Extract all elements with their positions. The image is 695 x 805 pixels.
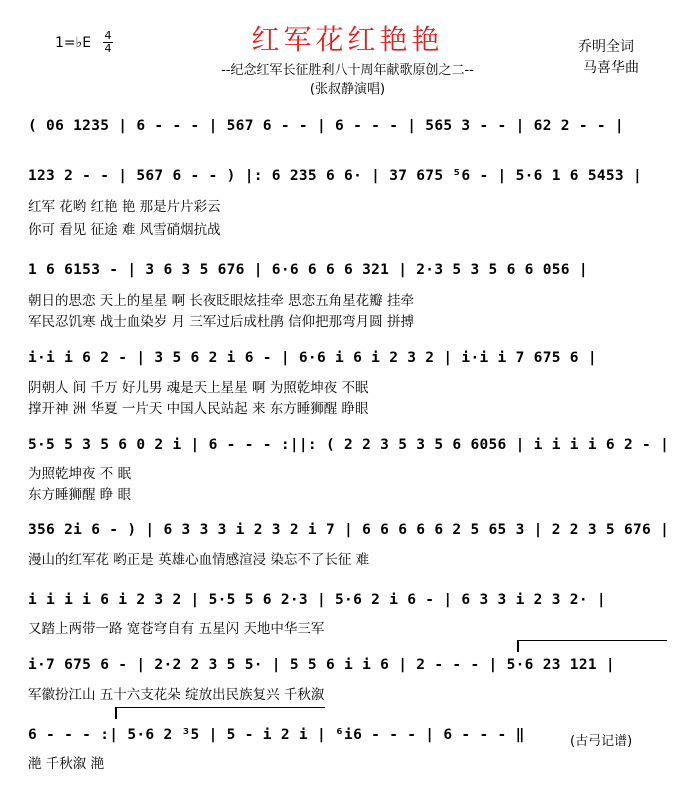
composer-credit: 马喜华曲 [583,60,639,76]
lyricist-credit: 乔明全词 [578,39,634,55]
transcriber-credit: (古弓记谱) [570,734,633,749]
volta-2-bracket [115,707,325,708]
score-line-8: i·7 675 6 - | 2·2 2 3 5 5· | 5 5 6 i i 6 | 2 - - - | 5·6 23 121 | [28,657,615,673]
key-signature: 1=♭E [55,35,92,51]
meter-bottom: 4 [104,42,112,55]
lyric-line-9: 滟 千秋溆 滟 [28,756,105,772]
lyric-line-5a: 为照乾坤夜 不 眠 [28,466,132,482]
lyric-line-6: 漫山的红军花 哟正是 英雄心血情感渲浸 染忘不了长征 难 [28,552,370,568]
score-line-4: i·i i 6 2 - | 3 5 6 2 i 6 - | 6·6 i 6 i 2 3 2 | i·i i 7 675 6 | [28,350,597,366]
score-line-7: i i i i 6 i 2 3 2 | 5·5 5 6 2·3 | 5·6 2 i 6 - | 6 3 3 i 2 3 2· | [28,592,606,608]
volta-1-hook [517,640,519,652]
volta-1-bracket [517,640,667,641]
lyric-line-7: 又踏上两带一路 宽苍穹自有 五星闪 天地中华三军 [28,621,325,637]
page-title: 红军花红艳艳 [251,23,444,56]
lyric-line-5b: 东方睡狮醒 睁 眼 [28,487,132,503]
lyric-line-2b: 你可 看见 征途 难 风雪硝烟抗战 [28,222,221,238]
lyric-line-3b: 军民忍饥寒 战士血染岁 月 三军过后成杜鹃 信仰把那弯月圆 拼搏 [28,314,414,330]
score-line-5: 5·5 5 3 5 6 0 2 i | 6 - - - :||: ( 2 2 3 5 3 5 6 6056 | i i i i 6 2 - | [28,437,670,453]
score-line-3: 1 6 6153 - | 3 6 3 5 676 | 6·6 6 6 6 321 | 2·3 5 3 5 6 6 056 | [28,262,588,278]
lyric-line-2a: 红军 花哟 红艳 艳 那是片片彩云 [28,199,221,215]
lyric-line-3a: 朝日的思恋 天上的星星 啊 长夜眨眼炫挂牵 思恋五角星花瓣 挂牵 [28,293,414,309]
lyric-line-4a: 阴朝人 间 千万 好儿男 魂是天上星星 啊 为照乾坤夜 不眠 [28,380,369,396]
volta-2-hook [115,707,117,719]
subtitle: --纪念红军长征胜利八十周年献歌原创之二-- [221,63,474,78]
score-line-9: 6 - - - :| 5·6 2 ³5 | 5 - i 2 i | ⁶i6 - - - | 6 - - - ‖ [28,727,525,743]
lyric-line-8: 军徽扮江山 五十六支花朵 绽放出民族复兴 千秋溆 [28,687,325,703]
score-line-2: 123 2 - - | 567 6 - - ) |: 6 235 6 6· | 37 675 ⁵6 - | 5·6 1 6 5453 | [28,168,643,184]
meter-top: 4 [104,29,112,42]
lyric-line-4b: 撑开神 洲 华夏 一片天 中国人民站起 来 东方睡狮醒 睁眼 [28,401,369,417]
singer-credit: (张叔静演唱) [309,82,386,97]
score-line-6: 356 2i 6 - ) | 6 3 3 3 i 2 3 2 i 7 | 6 6 6 6 6 2 5 65 3 | 2 2 3 5 676 | [28,522,670,538]
score-line-1: ( 06 1235 | 6 - - - | 567 6 - - | 6 - - - | 565 3 - - | 62 2 - - | [28,118,624,134]
time-signature [103,30,113,55]
